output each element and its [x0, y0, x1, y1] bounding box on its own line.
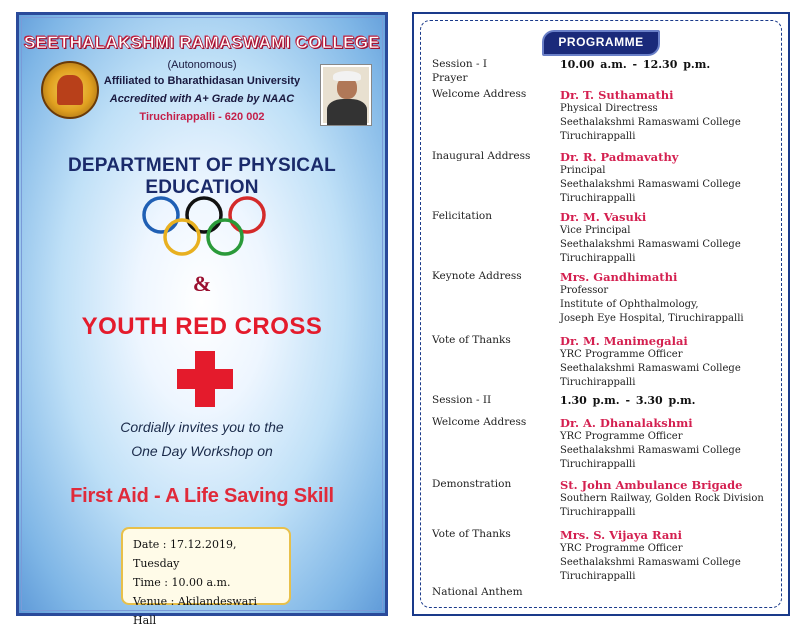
entry-details [560, 334, 784, 390]
invitation-front [16, 12, 388, 624]
speaker-detail-line: Institute of Ophthalmology, [560, 299, 699, 310]
entry-details [560, 58, 784, 72]
speaker-detail-line: Seethalakshmi Ramaswami College [560, 117, 741, 128]
accreditation-label: Accredited with A+ Grade by NAAC [109, 93, 295, 105]
session-time: 10.00 a.m. - 12.30 p.m. [560, 58, 711, 71]
event-venue: Venue : Akilandeswari Hall [133, 595, 258, 624]
entry-label: Demonstration [432, 478, 512, 490]
ring-yellow [165, 220, 199, 254]
ampersand: & [192, 271, 212, 296]
event-details-box [121, 527, 291, 624]
speaker-detail-line: Seethalakshmi Ramaswami College [560, 239, 741, 250]
programme-panel [412, 12, 790, 616]
entry-label: National Anthem [432, 586, 523, 598]
entry-label: Welcome Address [432, 88, 527, 100]
ring-red [230, 198, 264, 232]
speaker-detail-line: Tiruchirappalli [560, 571, 636, 582]
invite-line-2: One Day Workshop on [131, 443, 273, 459]
programme-banner [542, 30, 660, 56]
speaker-name: Dr. T. Suthamathi [560, 88, 674, 102]
location-label: Tiruchirappalli - 620 002 [139, 111, 265, 123]
entry-details [560, 528, 784, 584]
entry-label: Session - I [432, 58, 487, 70]
speaker-detail-line: Southern Railway, Golden Rock Division [560, 493, 764, 504]
ring-green [208, 220, 242, 254]
speaker-detail-line: Seethalakshmi Ramaswami College [560, 557, 741, 568]
entry-label: Felicitation [432, 210, 493, 222]
entry-label: Session - II [432, 394, 492, 406]
speaker-name: Dr. M. Vasuki [560, 210, 647, 224]
speaker-name: Dr. R. Padmavathy [560, 150, 679, 164]
entry-details [560, 394, 784, 408]
entry-details [560, 270, 784, 326]
ring-blue [144, 198, 178, 232]
event-date: Date : 17.12.2019, Tuesday [133, 538, 237, 570]
speaker-name: Dr. M. Manimegalai [560, 334, 688, 348]
entry-label: Vote of Thanks [432, 528, 511, 540]
speaker-name: Mrs. Gandhimathi [560, 270, 678, 284]
entry-details [560, 210, 784, 266]
speaker-detail-line: Seethalakshmi Ramaswami College [560, 363, 741, 374]
speaker-detail-line: Tiruchirappalli [560, 253, 636, 264]
speaker-detail-line: Professor [560, 285, 609, 296]
autonomous-label: (Autonomous) [167, 59, 237, 71]
ring-black [187, 198, 221, 232]
speaker-detail-line: Seethalakshmi Ramaswami College [560, 445, 741, 456]
speaker-name: Mrs. S. Vijaya Rani [560, 528, 683, 542]
event-time: Time : 10.00 a.m. [133, 576, 231, 589]
entry-label: Keynote Address [432, 270, 522, 282]
entry-details [560, 416, 784, 472]
speaker-detail-line: Tiruchirappalli [560, 193, 636, 204]
speaker-detail-line: Seethalakshmi Ramaswami College [560, 179, 741, 190]
speaker-detail-line: Joseph Eye Hospital, Tiruchirappalli [560, 313, 744, 324]
speaker-detail-line: YRC Programme Officer [560, 349, 683, 360]
youth-red-cross-title: YOUTH RED CROSS [81, 313, 323, 340]
session-time: 1.30 p.m. - 3.30 p.m. [560, 394, 696, 407]
speaker-detail-line: Principal [560, 165, 606, 176]
invite-line-1: Cordially invites you to the [120, 419, 284, 435]
entry-label: Vote of Thanks [432, 334, 511, 346]
speaker-detail-line: YRC Programme Officer [560, 543, 683, 554]
founder-photo [321, 65, 371, 125]
speaker-name: St. John Ambulance Brigade [560, 478, 743, 492]
entry-details [560, 88, 784, 144]
speaker-detail-line: Tiruchirappalli [560, 507, 636, 518]
college-name: SEETHALAKSHMI RAMASWAMI COLLEGE [24, 33, 380, 52]
speaker-detail-line: YRC Programme Officer [560, 431, 683, 442]
entry-label: Prayer [432, 72, 468, 84]
entry-details [560, 478, 784, 520]
speaker-name: Dr. A. Dhanalakshmi [560, 416, 693, 430]
entry-label: Welcome Address [432, 416, 527, 428]
speaker-detail-line: Physical Directress [560, 103, 658, 114]
college-seal-icon [41, 61, 99, 119]
affiliation-label: Affiliated to Bharathidasan University [103, 75, 301, 87]
programme-title: PROGRAMME [558, 35, 644, 49]
speaker-detail-line: Tiruchirappalli [560, 377, 636, 388]
department-title: DEPARTMENT OF PHYSICAL EDUCATION [68, 155, 336, 198]
entry-label: Inaugural Address [432, 150, 531, 162]
olympic-rings-icon [141, 195, 267, 259]
red-cross-icon [177, 351, 233, 407]
speaker-detail-line: Tiruchirappalli [560, 459, 636, 470]
workshop-title: First Aid - A Life Saving Skill [70, 485, 334, 507]
speaker-detail-line: Vice Principal [560, 225, 631, 236]
speaker-detail-line: Tiruchirappalli [560, 131, 636, 142]
entry-details [560, 150, 784, 206]
